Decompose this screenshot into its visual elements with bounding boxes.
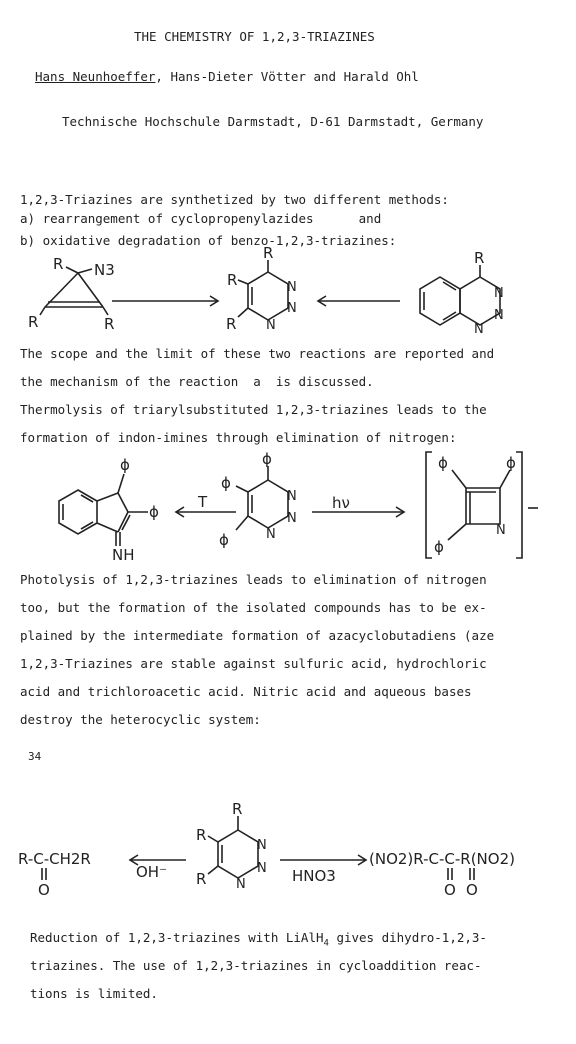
hydrolysis-reagent: OH⁻ (136, 863, 168, 881)
scheme-3-hydrolysis-nitration (0, 802, 576, 912)
svg-text:ϕ: ϕ (221, 474, 231, 492)
para3-line-2: triazines. The use of 1,2,3-triazines in cycloaddition reac- (30, 958, 482, 973)
thermolysis-label: T (198, 493, 208, 511)
trisubstituted-triazine-structure (196, 800, 267, 892)
intro-line-3: b) oxidative degradation of benzo-1,2,3-triazines: (20, 233, 397, 248)
svg-text:N: N (287, 280, 297, 295)
svg-text:O: O (444, 881, 456, 899)
svg-text:ϕ: ϕ (149, 503, 159, 521)
svg-text:R: R (53, 255, 64, 273)
svg-text:ϕ: ϕ (434, 538, 444, 556)
svg-text:NH: NH (112, 546, 135, 564)
intro-line-2: a) rearrangement of cyclopropenylazides and (20, 211, 382, 226)
svg-text:N: N (496, 523, 506, 538)
svg-text:R: R (196, 826, 207, 844)
cyclopropenylazide-structure (28, 255, 115, 333)
svg-text:R-C-CH2R: R-C-CH2R (18, 850, 91, 868)
svg-text:R: R (226, 315, 237, 333)
intro-line-1: 1,2,3-Triazines are synthetized by two different methods: (20, 192, 449, 207)
para1-line-1: The scope and the limit of these two reactions are reported and (20, 346, 495, 361)
svg-text:N: N (287, 489, 297, 504)
svg-text:ϕ: ϕ (219, 531, 229, 549)
svg-text:ϕ: ϕ (438, 454, 448, 472)
nitration-reagent: HNO3 (292, 867, 336, 885)
hydrolysis-product (18, 850, 91, 899)
svg-text:R: R (227, 271, 238, 289)
svg-text:N: N (474, 322, 484, 337)
para3-line-1: Reduction of 1,2,3-triazines with LiAlH$_4$ gives dihydro-1,2,3- (30, 930, 487, 949)
para2-line-3: plained by the intermediate formation of azacyclobutadiens (aze (20, 628, 495, 643)
svg-text:ϕ: ϕ (262, 450, 272, 468)
page-number: 34 (28, 750, 42, 763)
scheme-1-synthesis (0, 245, 576, 345)
para3-line-3: tions is limited. (30, 986, 158, 1001)
affiliation: Technische Hochschule Darmstadt, D-61 Darmstadt, Germany (62, 114, 484, 129)
nitration-product (369, 850, 515, 899)
svg-text:N: N (257, 838, 267, 853)
svg-text:N: N (494, 308, 504, 323)
svg-text:N: N (287, 301, 297, 316)
para2-line-2: too, but the formation of the isolated compounds has to be ex- (20, 600, 487, 615)
para1-line-4: formation of indon-imines through elimination of nitrogen: (20, 430, 457, 445)
para2-line-1: Photolysis of 1,2,3-triazines leads to elimination of nitrogen (20, 572, 487, 587)
svg-text:ϕ: ϕ (506, 454, 516, 472)
svg-text:R: R (196, 870, 207, 888)
svg-text:N: N (494, 286, 504, 301)
author-others: , Hans-Dieter Vötter and Harald Ohl (155, 69, 419, 84)
svg-text:O: O (38, 881, 50, 899)
svg-text:(NO2)R-C-C-R(NO2): (NO2)R-C-C-R(NO2) (369, 850, 515, 868)
para1-line-3: Thermolysis of triarylsubstituted 1,2,3-triazines leads to the (20, 402, 487, 417)
svg-text:N: N (266, 527, 276, 542)
azacyclobutadiene-structure (426, 452, 538, 558)
svg-text:N: N (266, 318, 276, 333)
indonimine-structure (59, 456, 159, 564)
para2-line-5: acid and trichloroacetic acid. Nitric acid and aqueous bases (20, 684, 472, 699)
svg-text:R: R (474, 249, 485, 267)
para1-line-2: the mechanism of the reaction a is discussed. (20, 374, 374, 389)
photolysis-label: hν (332, 494, 350, 512)
svg-text:N: N (257, 861, 267, 876)
svg-text:R: R (263, 244, 274, 262)
svg-text:N3: N3 (94, 261, 115, 279)
svg-text:N: N (236, 877, 246, 892)
paper-title: THE CHEMISTRY OF 1,2,3-TRIAZINES (134, 29, 375, 44)
benzotriazine-structure (420, 249, 504, 337)
svg-text:ϕ: ϕ (120, 456, 130, 474)
svg-text:N: N (287, 511, 297, 526)
triazine-structure (226, 244, 297, 333)
svg-text:R: R (28, 313, 39, 331)
scheme-2-thermolysis-photolysis (0, 448, 576, 568)
author-line (35, 69, 419, 85)
para2-line-4: 1,2,3-Triazines are stable against sulfuric acid, hydrochloric (20, 656, 487, 671)
svg-text:O: O (466, 881, 478, 899)
triaryltriazine-structure (219, 450, 297, 549)
para2-line-6: destroy the heterocyclic system: (20, 712, 261, 727)
svg-text:R: R (104, 315, 115, 333)
svg-text:R: R (232, 800, 243, 818)
author-primary: Hans Neunhoeffer (35, 69, 156, 84)
